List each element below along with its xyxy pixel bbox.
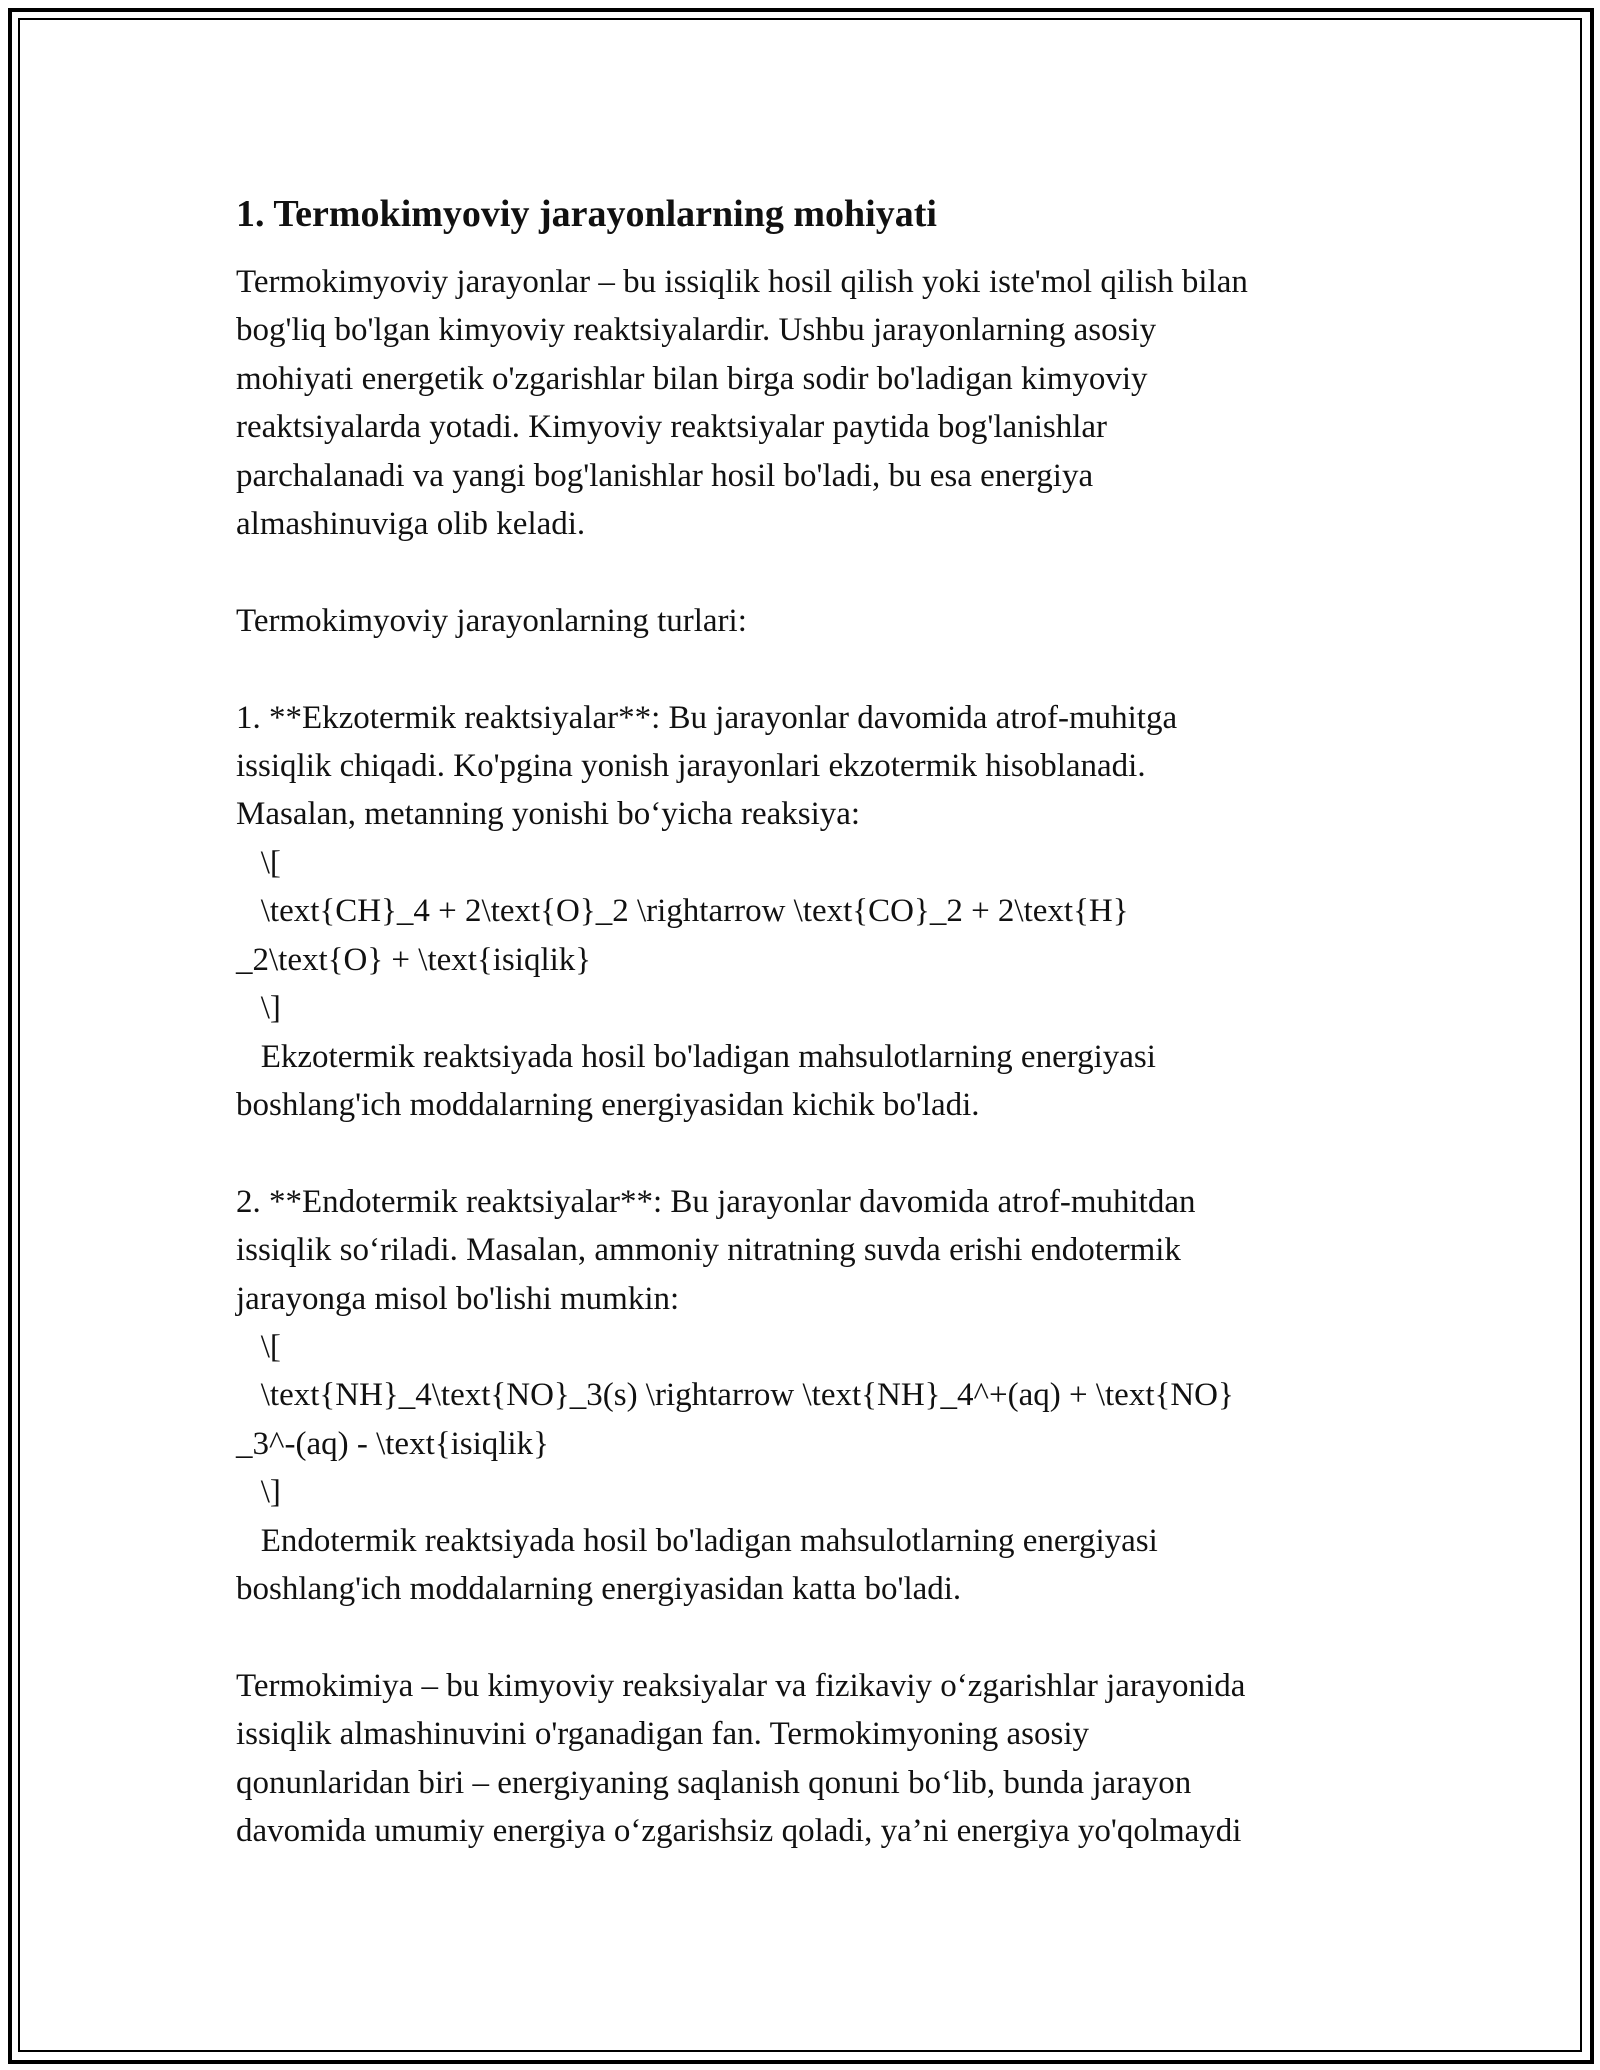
section-heading: 1. Termokimyoviy jarayonlarning mohiyati <box>236 193 937 235</box>
section-text: Termokimyoviy jarayonlar – bu issiqlik hosil qilish yoki iste'mol qilish bilan bog'liq bo'lgan kimyoviy reaktsiyalardir. Ushbu jarayonlarning asosiy mohiyati energetik o'zgarishlar bilan birga sodir bo'ladigan kimyoviy reaktsiyalarda yotadi. Kimyoviy reaktsiyalar paytida bog'lanishlar parchalanadi va yangi bog'lanishlar hosil bo'ladi, bu esa energiya almashinuviga olib keladi. Termokimyoviy jarayonlarning turlari: 1. **Ekzotermik reaktsiyalar**: Bu jarayonlar davomida atrof-muhitga issiqlik chiqadi. Ko'pgina yonish jarayonlari ekzotermik hisoblanadi. Masalan, metanning yonishi bo‘yicha reaksiya: \[ \text{CH}_4 + 2\text{O}_2 \rightarrow \text{CO}_2 + 2\text{H} _2\text{O} + \text{isiqlik} \] Ekzotermik reaktsiyada hosil bo'ladigan mahsulotlarning energiyasi boshlang'ich moddalarning energiyasidan kichik bo'ladi. 2. **Endotermik reaktsiyalar**: Bu jarayonlar davomida atrof-muhitdan issiqlik so‘riladi. Masalan, ammoniy nitratning suvda erishi endotermik jarayonga misol bo'lishi mumkin: \[ \text{NH}_4\text{NO}_3(s) \rightarrow \text{NH}_4^+(aq) + \text{NO} _3^-(aq) - \text{isiqlik} \] Endotermik reaktsiyada hosil bo'ladigan mahsulotlarning energiyasi boshlang'ich moddalarning energiyasidan katta bo'ladi. Termokimiya – bu kimyoviy reaksiyalar va fizikaviy o‘zgarishlar jarayonida issiqlik almashinuvini o'rganadigan fan. Termokimyoning asosiy qonunlaridan biri – energiyaning saqlanish qonuni bo‘lib, bunda jarayon davomida umumiy energiya o‘zgarishsiz qoladi, ya’ni energiya yo'qolmaydi <box>236 264 1248 1849</box>
document-body <box>236 186 1376 1855</box>
